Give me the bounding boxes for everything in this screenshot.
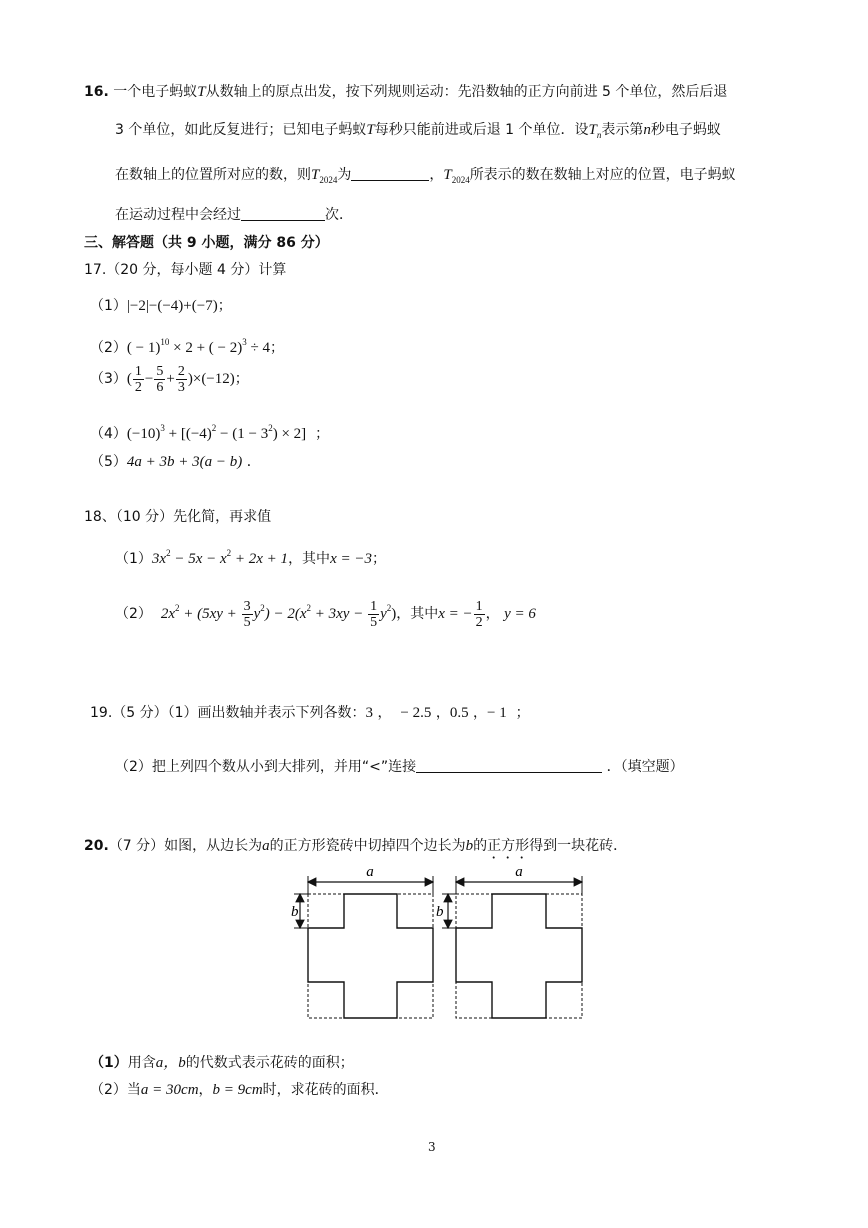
- math-condition: b = 9cm: [212, 1082, 263, 1098]
- fraction: [368, 599, 379, 630]
- fraction: [176, 364, 187, 395]
- q20-text: 得到一块花砖．: [529, 838, 628, 854]
- math-expression: (: [126, 371, 132, 387]
- fraction: [242, 599, 253, 630]
- exponent: 2: [386, 603, 392, 613]
- emphasized-text: 正方形: [487, 838, 530, 854]
- punctuation: ，: [485, 606, 500, 622]
- math-expression: ( − 1): [126, 340, 161, 356]
- q20-statement: [84, 836, 627, 862]
- q16-text: 为: [337, 167, 352, 183]
- q16-text: 3 个单位，如此反复进行；已知电子蚂蚁: [115, 122, 367, 138]
- q16-text: 每秒只能前进或后退 1 个单位．设: [374, 122, 589, 138]
- math-expression: − 5x − x: [170, 551, 227, 567]
- math-vars: a，b: [155, 1055, 186, 1071]
- operator: +: [166, 371, 175, 387]
- exponent: 2: [175, 603, 180, 613]
- punctuation: ；: [371, 551, 386, 567]
- number-value: − 2.5: [400, 705, 432, 721]
- var-T2024: T: [443, 167, 452, 183]
- original-square-outline: [456, 894, 582, 1018]
- q20-part2: [90, 1080, 389, 1100]
- part-label: （3）: [90, 371, 127, 387]
- punctuation: ；: [217, 298, 232, 314]
- math-expression: + 2x + 1: [231, 551, 289, 567]
- denominator: 2: [475, 614, 483, 630]
- math-expression: (−10): [126, 426, 161, 442]
- tile-1: [291, 864, 433, 1018]
- math-expression: ÷ 4: [246, 340, 270, 356]
- part-label: （5）: [90, 454, 127, 470]
- q16-text: 表示第: [601, 122, 644, 138]
- part-label: （1）: [90, 1055, 128, 1071]
- q16-line1: [84, 82, 727, 102]
- math-condition: y = 6: [504, 606, 536, 622]
- q19-text: ．（填空题）: [606, 759, 684, 775]
- exponent: 10: [160, 337, 170, 347]
- q16-number: 16.: [84, 84, 109, 100]
- exponent: 2: [226, 548, 232, 558]
- numerator: 1: [475, 598, 483, 614]
- math-expression: y: [253, 606, 261, 622]
- var-T: T: [197, 84, 206, 100]
- q18-part1: [115, 543, 386, 569]
- math-condition: x = −: [438, 606, 473, 622]
- q18-header: 18、（10 分）先化简，再求值: [84, 509, 272, 525]
- number-value: − 1: [487, 705, 507, 721]
- subscript-2024: 2024: [319, 175, 338, 185]
- math-expression: ): [391, 606, 397, 622]
- punctuation: ；: [315, 426, 330, 442]
- punctuation: ；: [515, 705, 530, 721]
- var-T2024: T: [311, 167, 320, 183]
- q18-part2: [115, 590, 536, 632]
- q16-line4: [115, 205, 353, 225]
- punctuation: ，: [435, 705, 450, 721]
- q16-text: 在运动过程中会经过: [115, 207, 241, 223]
- math-condition: x = −3: [330, 551, 372, 567]
- fraction: [133, 364, 144, 395]
- punctuation: ，: [377, 705, 392, 721]
- q20-text: 的: [473, 838, 488, 854]
- cross-tile-shape: [456, 894, 582, 1018]
- q17-part3: [90, 362, 249, 396]
- q17-part5: [90, 452, 261, 472]
- math-expression: − (1 − 3: [216, 426, 269, 442]
- punctuation: ；: [269, 340, 284, 356]
- section-heading: 三、解答题（共 9 小题，满分 86 分）: [84, 235, 329, 251]
- var-n-sub: n: [596, 130, 602, 140]
- numerator: 1: [134, 363, 142, 379]
- label-a: a: [515, 864, 523, 880]
- answer-blank[interactable]: [241, 206, 325, 221]
- q16-text: 所表示的数在数轴上对应的位置，电子蚂蚁: [469, 167, 736, 183]
- label-b: b: [436, 904, 444, 920]
- q16-text: 在数轴上的位置所对应的数，则: [115, 167, 311, 183]
- math-expression: + 3xy −: [311, 606, 368, 622]
- punctuation: ，: [198, 1082, 213, 1098]
- fraction: [474, 599, 485, 630]
- tile-2: [436, 864, 582, 1018]
- numerator: 2: [177, 363, 185, 379]
- q17-part2: [90, 332, 284, 358]
- q19-part2: [115, 757, 684, 777]
- math-expression: + [(−4): [164, 426, 212, 442]
- label-b: b: [291, 904, 299, 920]
- condition-text: ，其中: [288, 551, 331, 567]
- math-expression: 2x: [160, 606, 175, 622]
- math-condition: a = 30cm: [140, 1082, 199, 1098]
- q17-header: 17.（20 分，每小题 4 分）计算: [84, 262, 287, 278]
- denominator: 5: [370, 614, 378, 630]
- var-b: b: [465, 838, 474, 854]
- q16-text: 秒电子蚂蚁: [650, 122, 721, 138]
- denominator: 6: [156, 379, 164, 395]
- page-number: 3: [428, 1140, 436, 1154]
- number-value: 0.5: [449, 705, 469, 721]
- part-label: （2）: [115, 606, 152, 622]
- q20-text: 的代数式表示花砖的面积；: [185, 1055, 354, 1071]
- q20-text: （7 分）如图，从边长为: [108, 838, 263, 854]
- number-value: 3: [365, 705, 374, 721]
- q20-part1: [90, 1053, 354, 1073]
- exponent: 2: [306, 603, 312, 613]
- cross-tile-shape: [308, 894, 433, 1018]
- q19-text: （2）把上列四个数从小到大排列，并用“<”连接: [115, 759, 417, 775]
- var-T: T: [366, 122, 375, 138]
- q19-text: 19.（5 分）（1）画出数轴并表示下列各数：: [90, 705, 366, 721]
- denominator: 5: [243, 614, 251, 630]
- math-expression: ) − 2(x: [264, 606, 307, 622]
- answer-blank[interactable]: [351, 166, 429, 181]
- original-square-outline: [308, 894, 433, 1018]
- answer-blank[interactable]: [416, 758, 602, 773]
- q20-number: 20.: [84, 838, 109, 854]
- fraction: [154, 364, 165, 395]
- math-expression: 3x: [151, 551, 167, 567]
- subscript-2024: 2024: [451, 175, 470, 185]
- q16-line2: [115, 120, 721, 145]
- q17-part1: [90, 296, 232, 316]
- math-expression: y: [380, 606, 387, 622]
- part-label: （2）: [90, 340, 127, 356]
- exponent: 3: [160, 423, 165, 433]
- q16-text: 从数轴上的原点出发，按下列规则运动：先沿数轴的正方向前进 5 个单位，然后后退: [205, 84, 728, 100]
- operator: −: [144, 371, 154, 387]
- var-n: n: [643, 122, 651, 138]
- punctuation: ．: [246, 454, 261, 470]
- punctuation: ，: [473, 705, 488, 721]
- math-expression: |−2|−(−4)+(−7): [126, 298, 218, 314]
- exponent: 2: [260, 603, 265, 613]
- exponent: 2: [211, 423, 217, 433]
- denominator: 2: [134, 379, 142, 395]
- q20-text: 时，求花砖的面积．: [262, 1082, 389, 1098]
- tile-diagrams-svg: [288, 864, 588, 1024]
- denominator: 3: [177, 379, 185, 395]
- q16-line3: [115, 165, 736, 190]
- math-expression: 4a + 3b + 3(a − b): [126, 454, 243, 470]
- label-a: a: [366, 864, 374, 880]
- var-a: a: [262, 838, 270, 854]
- q17-part4: [90, 418, 329, 444]
- exponent: 3: [242, 337, 247, 347]
- math-expression: )×(−12): [187, 371, 235, 387]
- tile-figure: [288, 864, 588, 1028]
- numerator: 3: [243, 598, 251, 614]
- q16-text: 一个电子蚂蚁: [113, 84, 198, 100]
- q16-text: ，: [429, 167, 444, 183]
- q20-text: 当: [126, 1082, 141, 1098]
- q19-part1: [90, 703, 530, 723]
- part-label: （2）: [90, 1082, 127, 1098]
- part-label: （1）: [90, 298, 127, 314]
- punctuation: ；: [234, 371, 249, 387]
- q20-text: 用含: [127, 1055, 156, 1071]
- q20-text: 的正方形瓷砖中切掉四个边长为: [269, 838, 466, 854]
- math-expression: ) × 2]: [272, 426, 307, 442]
- var-Tn: T: [588, 122, 597, 138]
- numerator: 1: [370, 598, 378, 614]
- q16-text: 次．: [325, 207, 353, 223]
- exponent: 2: [166, 548, 171, 558]
- math-expression: × 2 + ( − 2): [169, 340, 243, 356]
- condition-text: ，其中: [396, 606, 439, 622]
- part-label: （1）: [115, 551, 152, 567]
- math-expression: + (5xy +: [179, 606, 241, 622]
- part-label: （4）: [90, 426, 127, 442]
- numerator: 5: [156, 363, 164, 379]
- exponent: 2: [268, 423, 273, 433]
